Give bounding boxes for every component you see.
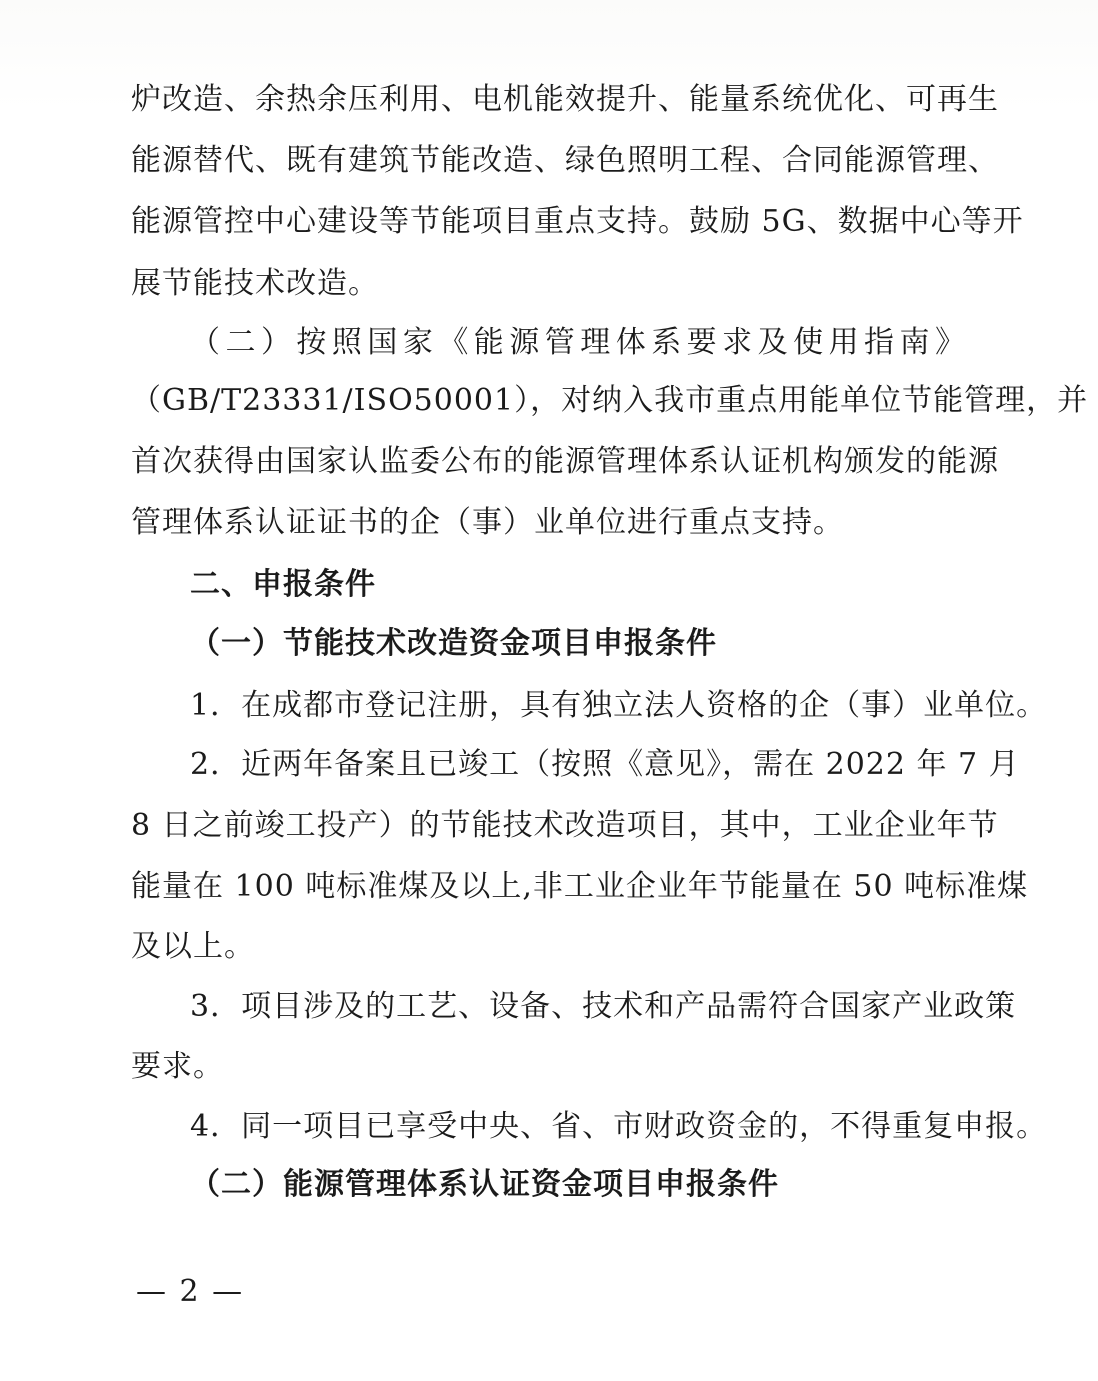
body-text-line: 管理体系认证证书的企（事）业单位进行重点支持。 (131, 505, 844, 540)
subsection-heading: （一）节能技术改造资金项目申报条件 (190, 626, 717, 661)
body-text-line: 8 日之前竣工投产）的节能技术改造项目，其中，工业企业年节 (131, 808, 999, 843)
subsection-heading: （二）能源管理体系认证资金项目申报条件 (190, 1167, 779, 1202)
body-text-line: 能源管控中心建设等节能项目重点支持。鼓励 5G、数据中心等开 (131, 204, 1024, 239)
body-text-line: 能量在 100 吨标准煤及以上,非工业企业年节能量在 50 吨标准煤 (131, 869, 1029, 904)
list-item: 2．近两年备案且已竣工（按照《意见》，需在 2022 年 7 月 (190, 747, 1020, 782)
list-item: 4．同一项目已享受中央、省、市财政资金的，不得重复申报。 (190, 1109, 1048, 1144)
body-text-line: 展节能技术改造。 (131, 266, 379, 301)
body-text-line: 炉改造、余热余压利用、电机能效提升、能量系统优化、可再生 (131, 82, 999, 117)
body-text-line: 能源替代、既有建筑节能改造、绿色照明工程、合同能源管理、 (131, 143, 999, 178)
page-number: — 2 — (136, 1274, 245, 1309)
body-text-line: （二）按照国家《能源管理体系要求及使用指南》 (190, 325, 966, 360)
body-text-line: 及以上。 (131, 929, 255, 964)
body-text-line: （GB/T23331/ISO50001），对纳入我市重点用能单位节能管理，并 (131, 383, 1089, 418)
list-item: 3．项目涉及的工艺、设备、技术和产品需符合国家产业政策 (190, 989, 1017, 1024)
section-heading: 二、申报条件 (190, 567, 376, 602)
list-item: 1．在成都市登记注册，具有独立法人资格的企（事）业单位。 (190, 688, 1048, 723)
body-text-line: 首次获得由国家认监委公布的能源管理体系认证机构颁发的能源 (131, 444, 999, 479)
body-text-line: 要求。 (131, 1049, 224, 1084)
